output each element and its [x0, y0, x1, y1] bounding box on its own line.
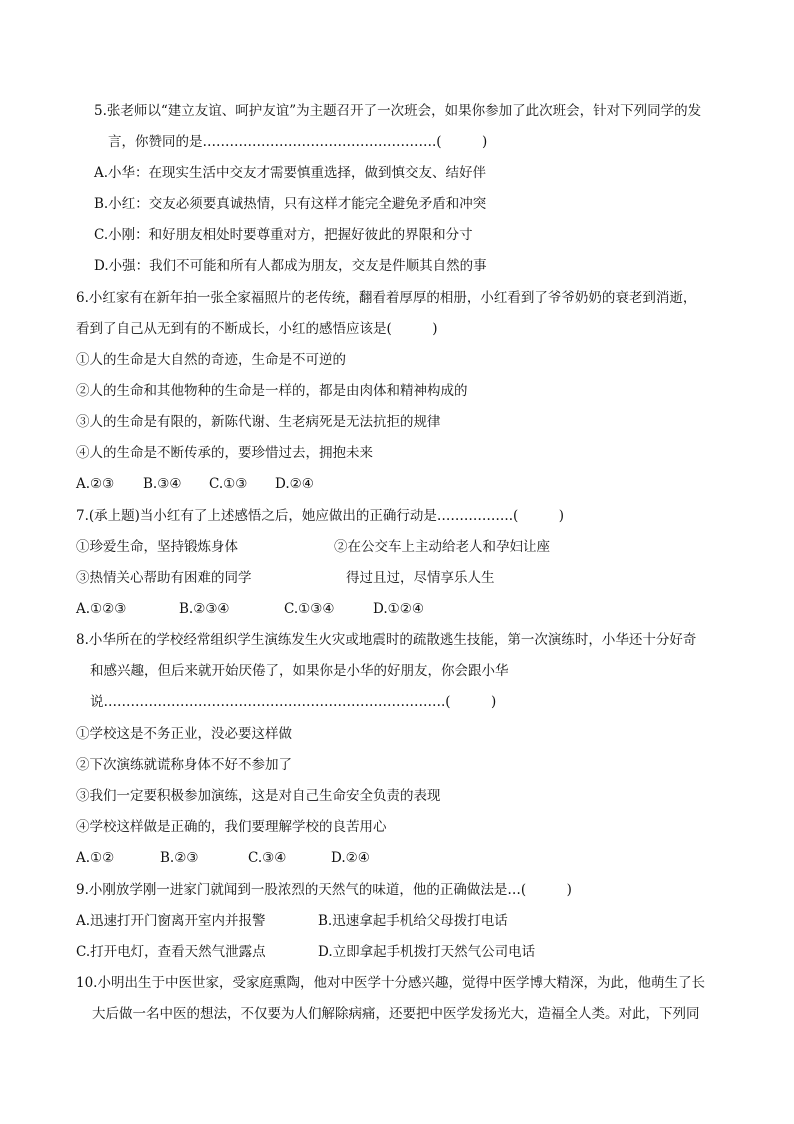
- q7-stem: 7.(承上题)当小红有了上述感悟之后，她应做出的正确行动是……………..( ): [76, 508, 565, 524]
- q5-option-d: D.小强：我们不可能和所有人都成为朋友，交友是件顺其自然的事: [94, 258, 487, 274]
- q9-options-row-2: [76, 942, 576, 962]
- q9-option-a: A.迅速打开门窗离开室内并报警: [76, 913, 266, 929]
- q9-option-d: D.立即拿起手机拨打天然气公司电话: [318, 944, 536, 960]
- q6-statement-2: ②人的生命和其他物种的生命是一样的，都是由肉体和精神构成的: [76, 383, 468, 399]
- q7-statement-2: ②在公交车上主动给老人和孕妇让座: [334, 539, 550, 555]
- q6-option-c: C.①③: [209, 476, 248, 492]
- q7-option-b: B.②③④: [179, 601, 230, 617]
- q8-option-b: B.②③: [160, 850, 199, 866]
- q8-option-c: C.③④: [248, 850, 287, 866]
- q5-option-a: A.小华：在现实生活中交友才需要慎重选择，做到慎交友、结好伴: [94, 165, 487, 181]
- q8-statement-2: ②下次演练就谎称身体不好不参加了: [76, 757, 292, 773]
- q8-statement-1: ①学校这是不务正业，没必要这样做: [76, 726, 292, 742]
- q5-option-c: C.小刚：和好朋友相处时要尊重对方，把握好彼此的界限和分寸: [94, 227, 473, 243]
- q7-options-row: [76, 599, 476, 619]
- q10-stem-line2: 大后做一名中医的想法，不仅要为人们解除病痛，还要把中医学发扬光大，造福全人类。对此，下列同: [92, 1006, 700, 1022]
- q7-statements-row-2: [76, 568, 576, 588]
- q7-statement-1: ①珍爱生命，坚持锻炼身体: [76, 539, 238, 555]
- q8-option-a: A.①②: [76, 850, 115, 866]
- q6-stem-line2: 看到了自己从无到有的不断成长，小红的感悟应该是( ): [76, 321, 438, 337]
- q8-options-row: [76, 848, 476, 868]
- q7-statements-row-1: [76, 537, 576, 557]
- q6-option-b: B.③④: [143, 476, 182, 492]
- q9-options-row-1: [76, 911, 576, 931]
- q5-stem-line1: 5.张老师以“建立友谊、呵护友谊”为主题召开了一次班会，如果你参加了此次班会，针对下列同学的发: [94, 103, 702, 119]
- q8-stem-line1: 8.小华所在的学校经常组织学生演练发生火灾或地震时的疏散逃生技能，第一次演练时，小华还十分好奇: [76, 632, 697, 648]
- q5-option-b: B.小红：交友必须要真诚热情，只有这样才能完全避免矛盾和冲突: [94, 196, 487, 212]
- q7-option-c: C.①③④: [284, 601, 335, 617]
- q8-stem-line2: 和感兴趣，但后来就开始厌倦了，如果你是小华的好朋友，你会跟小华: [90, 663, 509, 679]
- q10-stem-line1: 10.小明出生于中医世家，受家庭熏陶，他对中医学十分感兴趣，觉得中医学博大精深，为此，他萌生了长: [76, 975, 705, 991]
- q6-stem-line1: 6.小红家有在新年拍一张全家福照片的老传统，翻看着厚厚的相册，小红看到了爷爷奶奶的衰老到消逝，: [76, 290, 697, 306]
- q9-option-b: B.迅速拿起手机给父母拨打电话: [318, 913, 508, 929]
- q6-statement-4: ④人的生命是不断传承的，要珍惜过去，拥抱未来: [76, 445, 373, 461]
- q7-statement-4: 得过且过，尽情享乐人生: [346, 570, 495, 586]
- q6-statement-1: ①人的生命是大自然的奇迹，生命是不可逆的: [76, 352, 346, 368]
- q9-stem: 9.小刚放学刚一进家门就闻到一股浓烈的天然气的味道，他的正确做法是…( ): [76, 882, 572, 898]
- q7-option-a: A.①②③: [76, 601, 127, 617]
- q6-option-a: A.②③: [76, 476, 115, 492]
- q6-options-row: [76, 474, 476, 494]
- q6-statement-3: ③人的生命是有限的，新陈代谢、生老病死是无法抗拒的规律: [76, 414, 441, 430]
- q5-stem-line2: 言，你赞同的是…………………………………………….( ): [108, 134, 488, 150]
- q8-statement-4: ④学校这样做是正确的，我们要理解学校的良苦用心: [76, 819, 387, 835]
- q8-option-d: D.②④: [331, 850, 370, 866]
- q8-stem-line3: 说………………………………………………………………….( ): [90, 694, 497, 710]
- q8-statement-3: ③我们一定要积极参加演练，这是对自己生命安全负责的表现: [76, 788, 441, 804]
- q7-option-d: D.①②④: [373, 601, 424, 617]
- q6-option-d: D.②④: [275, 476, 314, 492]
- q9-option-c: C.打开电灯，查看天然气泄露点: [76, 944, 266, 960]
- q7-statement-3: ③热情关心帮助有困难的同学: [76, 570, 252, 586]
